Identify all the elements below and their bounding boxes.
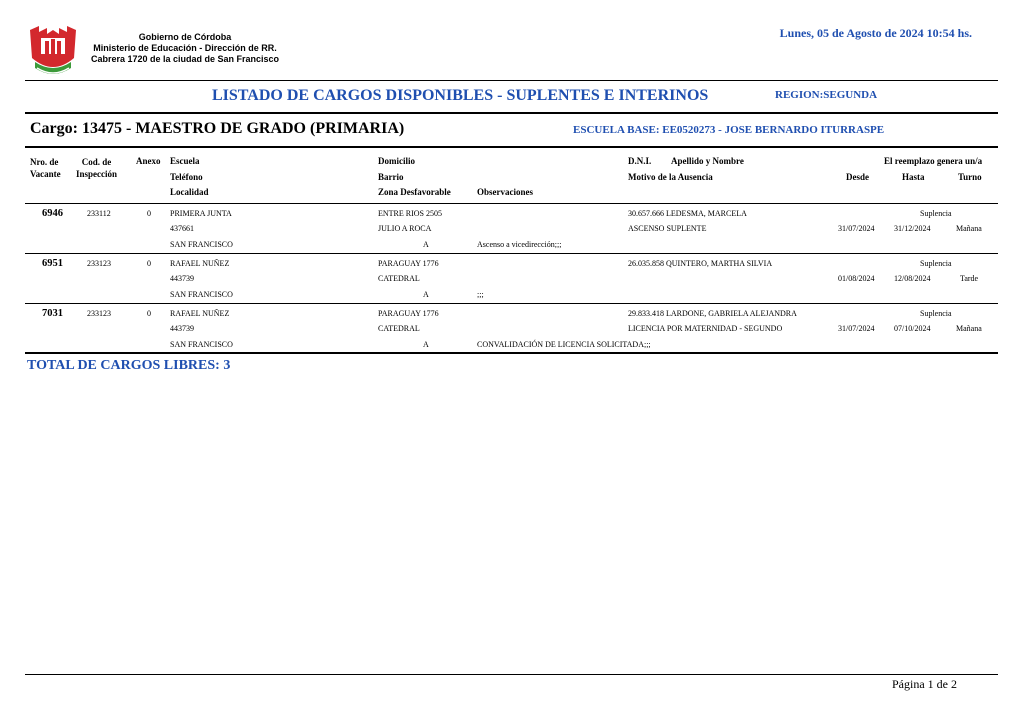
localidad: SAN FRANCISCO [170, 340, 233, 349]
tipo-reemplazo: Suplencia [920, 259, 952, 268]
observaciones: ;;; [477, 290, 484, 299]
anexo: 0 [147, 259, 151, 268]
turno: Mañana [956, 224, 982, 233]
col-anexo: Anexo [136, 156, 161, 166]
cod-inspeccion: 233123 [87, 259, 111, 268]
divider [25, 146, 998, 148]
region-label: REGION:SEGUNDA [775, 89, 878, 101]
page-number: Página 1 de 2 [892, 677, 957, 691]
barrio: CATEDRAL [378, 274, 420, 283]
col-barrio: Barrio [378, 172, 404, 182]
anexo: 0 [147, 209, 151, 218]
col-observaciones: Observaciones [477, 187, 533, 197]
divider [25, 352, 998, 354]
fecha-hasta: 31/12/2024 [894, 224, 931, 233]
observaciones: Ascenso a vicedirección;;; [477, 240, 562, 249]
anexo: 0 [147, 309, 151, 318]
col-escuela: Escuela [170, 156, 200, 166]
fecha-desde: 01/08/2024 [838, 274, 875, 283]
col-desde: Desde [846, 172, 869, 182]
vacante-number: 6951 [42, 258, 63, 269]
org-address: Cabrera 1720 de la ciudad de San Francisco [90, 54, 280, 64]
escuela: PRIMERA JUNTA [170, 209, 232, 218]
cordoba-coat-of-arms-icon [27, 24, 79, 80]
divider [25, 112, 998, 114]
col-hasta: Hasta [902, 172, 925, 182]
organization-header [80, 32, 290, 65]
divider [25, 203, 998, 204]
report-title: LISTADO DE CARGOS DISPONIBLES - SUPLENTES E INTERINOS [212, 87, 709, 104]
barrio: CATEDRAL [378, 324, 420, 333]
col-turno: Turno [958, 172, 982, 182]
col-domicilio: Domicilio [378, 156, 415, 166]
col-zona-desfavorable: Zona Desfavorable [378, 187, 451, 197]
org-ministry: Ministerio de Educación - Dirección de RR. [93, 43, 277, 53]
turno: Tarde [960, 274, 979, 283]
tipo-reemplazo: Suplencia [920, 209, 952, 218]
observaciones: CONVALIDACIÓN DE LICENCIA SOLICITADA;;; [477, 340, 651, 349]
divider [25, 80, 998, 81]
localidad: SAN FRANCISCO [170, 290, 233, 299]
zona: A [423, 290, 429, 299]
col-reemplazo: El reemplazo genera un/a [884, 156, 983, 166]
divider [25, 253, 998, 254]
org-name: Gobierno de Córdoba [138, 32, 232, 42]
col-localidad: Localidad [170, 187, 209, 197]
col-cod-inspeccion: Cod. de Inspección [76, 157, 118, 179]
telefono: 443739 [170, 274, 194, 283]
dni-nombre: 26.035.858 QUINTERO, MARTHA SILVIA [628, 259, 773, 268]
domicilio: PARAGUAY 1776 [378, 259, 439, 268]
vacante-number: 6946 [42, 208, 63, 219]
total-cargos-libres: TOTAL DE CARGOS LIBRES: 3 [27, 358, 231, 373]
fecha-desde: 31/07/2024 [838, 224, 875, 233]
fecha-hasta: 07/10/2024 [894, 324, 931, 333]
cod-inspeccion: 233112 [87, 209, 111, 218]
motivo-ausencia: LICENCIA POR MATERNIDAD - SEGUNDO [628, 324, 783, 333]
footer-divider [25, 674, 998, 675]
fecha-desde: 31/07/2024 [838, 324, 875, 333]
escuela: RAFAEL NUÑEZ [170, 309, 230, 318]
col-nro-vacante: Nro. de Vacante [30, 157, 61, 179]
divider [25, 303, 998, 304]
telefono: 443739 [170, 324, 194, 333]
tipo-reemplazo: Suplencia [920, 309, 952, 318]
domicilio: ENTRE RIOS 2505 [378, 209, 442, 218]
dni-nombre: 29.833.418 LARDONE, GABRIELA ALEJANDRA [628, 309, 797, 318]
turno: Mañana [956, 324, 982, 333]
telefono: 437661 [170, 224, 194, 233]
cargo-title: Cargo: 13475 - MAESTRO DE GRADO (PRIMARIA) [30, 120, 405, 137]
localidad: SAN FRANCISCO [170, 240, 233, 249]
zona: A [423, 240, 429, 249]
col-telefono: Teléfono [170, 172, 203, 182]
escuela-base: ESCUELA BASE: EE0520273 - JOSE BERNARDO ITURRASPE [573, 124, 885, 136]
fecha-hasta: 12/08/2024 [894, 274, 931, 283]
zona: A [423, 340, 429, 349]
motivo-ausencia: ASCENSO SUPLENTE [628, 224, 707, 233]
report-datetime: Lunes, 05 de Agosto de 2024 10:54 hs. [779, 26, 972, 40]
dni-nombre: 30.657.666 LEDESMA, MARCELA [628, 209, 747, 218]
col-motivo-ausencia: Motivo de la Ausencia [628, 172, 713, 182]
barrio: JULIO A ROCA [378, 224, 432, 233]
col-dni: D.N.I. [628, 156, 652, 166]
col-apellido-nombre: Apellido y Nombre [671, 156, 744, 166]
domicilio: PARAGUAY 1776 [378, 309, 439, 318]
vacante-number: 7031 [42, 308, 63, 319]
escuela: RAFAEL NUÑEZ [170, 259, 230, 268]
cod-inspeccion: 233123 [87, 309, 111, 318]
